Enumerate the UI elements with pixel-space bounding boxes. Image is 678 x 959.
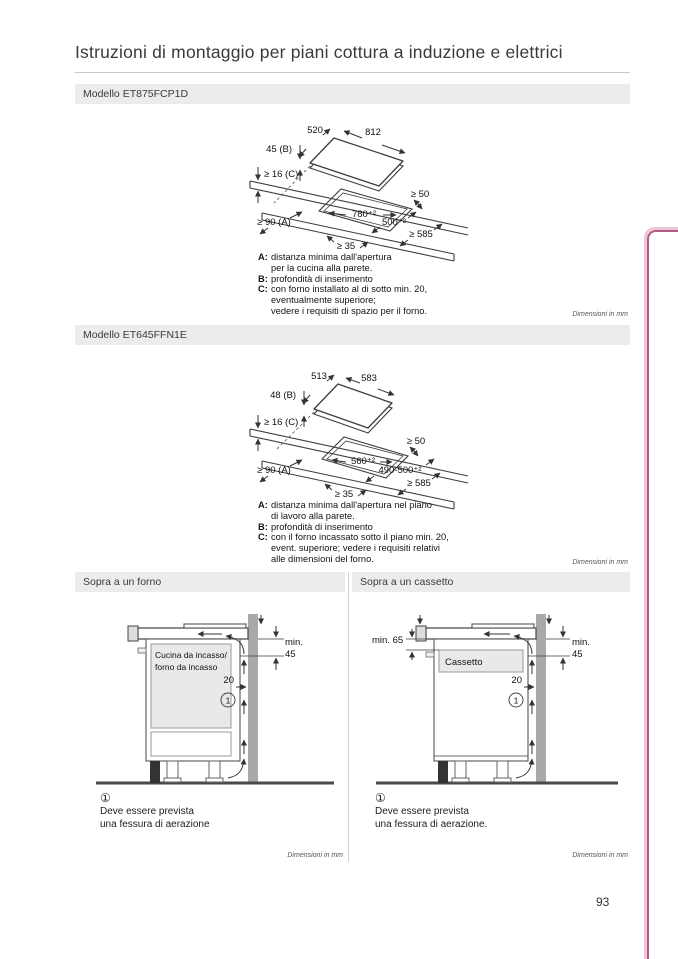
handle-tab <box>138 648 146 653</box>
section-header-drawer: Sopra a un cassetto <box>352 572 630 592</box>
wall <box>536 614 546 783</box>
legend-item-a: A: distanza minima dall'apertura nel piano di lavoro alla parete. <box>258 500 432 521</box>
dim-90a <box>257 460 302 482</box>
plinth-block <box>438 761 448 783</box>
svg-text:1: 1 <box>225 695 231 706</box>
svg-text:forno da incasso: forno da incasso <box>155 662 218 672</box>
svg-text:812: 812 <box>365 127 381 138</box>
legend-item-b: B: profondità di inserimento <box>258 521 373 532</box>
drawer-front <box>151 732 231 756</box>
dim-worktop-depth <box>400 224 442 246</box>
title-rule <box>75 72 630 73</box>
svg-text:48 (B): 48 (B) <box>270 390 296 401</box>
svg-text:45: 45 <box>285 649 296 660</box>
svg-text:490-500⁺²: 490-500⁺² <box>378 465 422 476</box>
page-title: Istruzioni di montaggio per piani cottura a induzione e elettrici <box>75 42 563 62</box>
hob-profile <box>184 624 246 628</box>
svg-text:20: 20 <box>511 675 522 686</box>
svg-text:min.: min. <box>285 637 303 648</box>
svg-text:≥ 585: ≥ 585 <box>407 478 431 489</box>
hob-diagram-et875 <box>222 121 472 251</box>
cooktop-panel <box>314 384 392 433</box>
svg-text:≥ 585: ≥ 585 <box>409 229 433 240</box>
legend-item-c: C: con il forno incassato sotto il piano min. 20, event. superiore; vedere i requisiti relativi alle dimensioni del forno. <box>258 532 449 564</box>
cabinet-diagram-oven <box>88 612 348 797</box>
svg-text:≥ 50: ≥ 50 <box>410 189 430 200</box>
svg-text:≥ 35: ≥ 35 <box>334 489 354 500</box>
svg-text:45 (B): 45 (B) <box>266 144 292 155</box>
cabinet-label: Cucina da incasso/ <box>155 650 227 660</box>
dimensions-note: Dimensioni in mm <box>572 852 628 859</box>
page-number: 93 <box>596 895 610 909</box>
svg-text:≥ 90 (A): ≥ 90 (A) <box>257 217 291 228</box>
svg-text:≥ 90 (A): ≥ 90 (A) <box>257 465 291 476</box>
column-divider <box>348 572 349 862</box>
svg-text:min.: min. <box>572 637 590 648</box>
section-header-model1: Modello ET875FCP1D <box>75 84 630 104</box>
dimensions-note: Dimensioni in mm <box>572 311 628 318</box>
dimensions-note: Dimensioni in mm <box>287 852 343 859</box>
svg-text:≥ 16 (C): ≥ 16 (C) <box>264 417 299 428</box>
dimensions-note: Dimensioni in mm <box>572 559 628 566</box>
legend-item-a: A: distanza minima dall'apertura per la cucina alla parete. <box>258 252 392 273</box>
cabinet-legs <box>438 761 511 783</box>
cabinet-diagram-drawer <box>368 612 628 797</box>
svg-text:513: 513 <box>311 371 327 382</box>
legend-model2 <box>258 500 468 565</box>
svg-text:≥ 50: ≥ 50 <box>406 436 426 447</box>
svg-text:≥ 35: ≥ 35 <box>336 241 356 252</box>
hob-profile <box>472 624 534 628</box>
svg-text:45: 45 <box>572 649 583 660</box>
worktop-end-cap <box>128 626 138 641</box>
svg-text:780⁺²: 780⁺² <box>351 209 377 220</box>
svg-text:1: 1 <box>513 695 519 706</box>
dim-wall-clearance <box>407 436 425 456</box>
svg-text:520: 520 <box>307 125 323 136</box>
hob-diagram-et645 <box>222 369 472 499</box>
callout-1-symbol: ① <box>100 791 111 805</box>
dim-90a <box>257 212 302 234</box>
cooktop-panel <box>310 138 403 191</box>
vent-note-drawer: ① Deve essere prevista una fessura di aerazione. <box>375 791 545 831</box>
plinth-block <box>150 761 160 783</box>
section-header-oven: Sopra a un forno <box>75 572 345 592</box>
vent-note-oven: ① Deve essere prevista una fessura di aerazione <box>100 791 270 831</box>
svg-text:min. 65: min. 65 <box>372 635 404 646</box>
wall <box>248 614 258 783</box>
drawer-label: Cassetto <box>445 657 483 668</box>
cabinet-legs <box>150 761 223 783</box>
legend-model1 <box>258 252 468 317</box>
svg-text:583: 583 <box>361 373 377 384</box>
section-header-model2: Modello ET645FFN1E <box>75 325 630 345</box>
svg-text:≥ 16 (C): ≥ 16 (C) <box>264 169 299 180</box>
legend-item-b: B: profondità di inserimento <box>258 273 373 284</box>
callout-1-symbol: ① <box>375 791 386 805</box>
dim-front-min <box>325 484 366 500</box>
svg-text:20: 20 <box>223 675 234 686</box>
dim-wall-clearance <box>411 189 429 209</box>
svg-text:500⁺²: 500⁺² <box>381 217 407 228</box>
handle-tab <box>426 652 434 657</box>
legend-item-c: C: con forno installato al di sotto min. 20, eventualmente superiore; vedere i requisiti di spazio per il forno. <box>258 284 428 316</box>
svg-text:560⁺²: 560⁺² <box>350 456 376 467</box>
annotation-highlight-line <box>647 230 678 959</box>
